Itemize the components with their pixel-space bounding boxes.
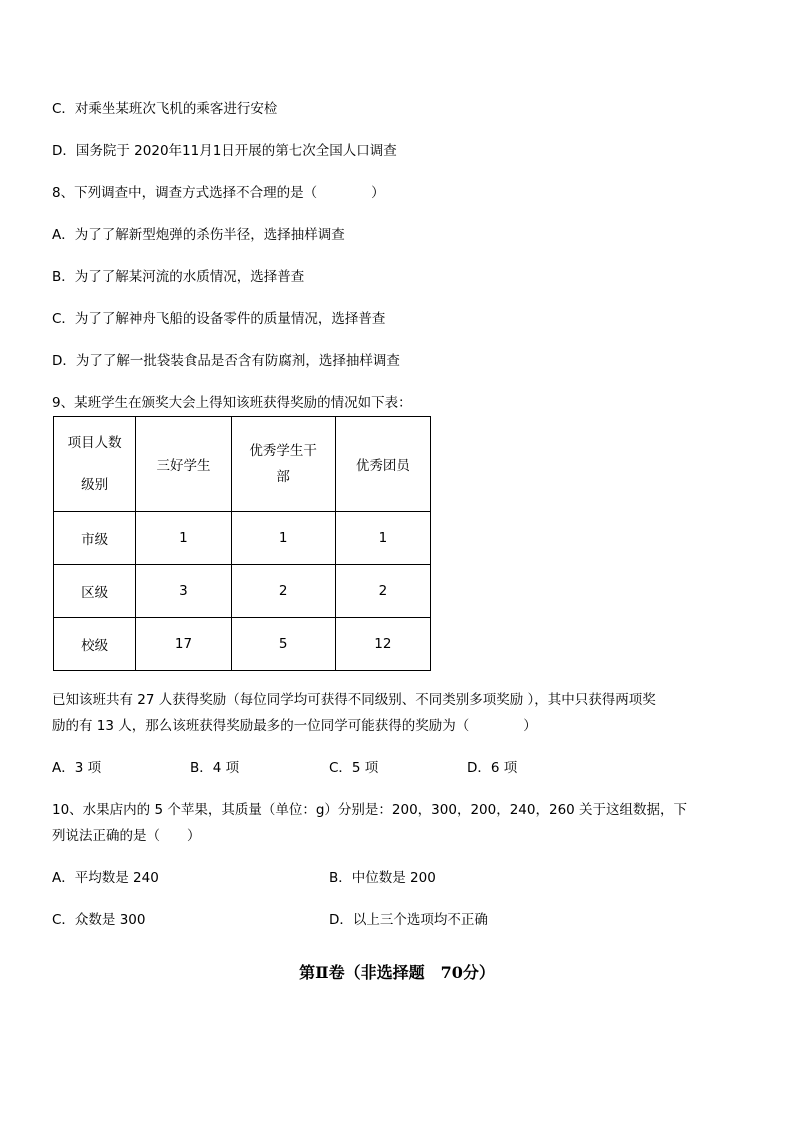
corner-bottom-label: 级别 [81,477,109,493]
q9-text-line1: 已知该班共有 27 人获得奖励（每位同学均可获得不同级别、不同类别多项奖励 ），其中只获得两项奖 [52,692,656,708]
q7-option-c: C．对乘坐某班次飞机的乘客进行安检 [52,101,278,117]
cell-value: 12 [335,618,430,671]
cell-value: 1 [231,512,335,565]
cell-value: 2 [335,565,430,618]
q9-stem: 9、某班学生在颁奖大会上得知该班获得奖励的情况如下表： [52,395,412,411]
table-row [54,565,431,618]
q8-stem: 8、下列调查中，调查方式选择不合理的是（ ） [52,185,385,201]
col-header-ganbu-line2: 部 [276,469,290,485]
cell-value: 1 [335,512,430,565]
q10-stem-line2: 列说法正确的是（ ） [52,828,201,844]
q9-text-line2: 励的有 13 人，那么该班获得奖励最多的一位同学可能获得的奖励为（ ） [52,718,537,734]
award-table [53,416,431,671]
q8-option-d: D．为了了解一批袋装食品是否含有防腐剂，选择抽样调查 [52,353,400,369]
row-level: 市级 [54,512,136,565]
table-row [54,618,431,671]
corner-top-label: 项目人数 [67,435,122,451]
q8-option-b: B．为了了解某河流的水质情况，选择普查 [52,269,305,285]
q10-option-a: A．平均数是 240 [52,870,159,886]
cell-value: 1 [136,512,231,565]
q10-option-d: D．以上三个选项均不正确 [329,912,488,928]
q8-option-a: A．为了了解新型炮弹的杀伤半径，选择抽样调查 [52,227,345,243]
q9-option-a: A．3 项 [52,760,102,776]
corner-cell [54,417,136,512]
cell-value: 17 [136,618,231,671]
q9-option-b: B．4 项 [190,760,240,776]
q10-option-b: B．中位数是 200 [329,870,436,886]
col-header-ganbu-line1: 优秀学生干 [249,443,317,459]
cell-value: 3 [136,565,231,618]
table-header-row [54,417,431,512]
col-header-ganbu [231,417,335,512]
row-level: 校级 [54,618,136,671]
table-row [54,512,431,565]
cell-value: 5 [231,618,335,671]
row-level: 区级 [54,565,136,618]
q9-option-d: D．6 项 [467,760,518,776]
col-header-sanhao: 三好学生 [136,417,231,512]
col-header-tuanyuan: 优秀团员 [335,417,430,512]
q10-stem-line1: 10、水果店内的 5 个苹果，其质量（单位：g）分别是：200，300，200，240，260 关于这组数据，下 [52,802,688,818]
cell-value: 2 [231,565,335,618]
q8-option-c: C．为了了解神舟飞船的设备零件的质量情况，选择普查 [52,311,386,327]
q9-option-c: C．5 项 [329,760,379,776]
section-heading: 第Ⅱ卷（非选择题 70分） [299,963,495,982]
q7-option-d: D．国务院于 2020年11月1日开展的第七次全国人口调查 [52,143,397,159]
q10-option-c: C．众数是 300 [52,912,146,928]
